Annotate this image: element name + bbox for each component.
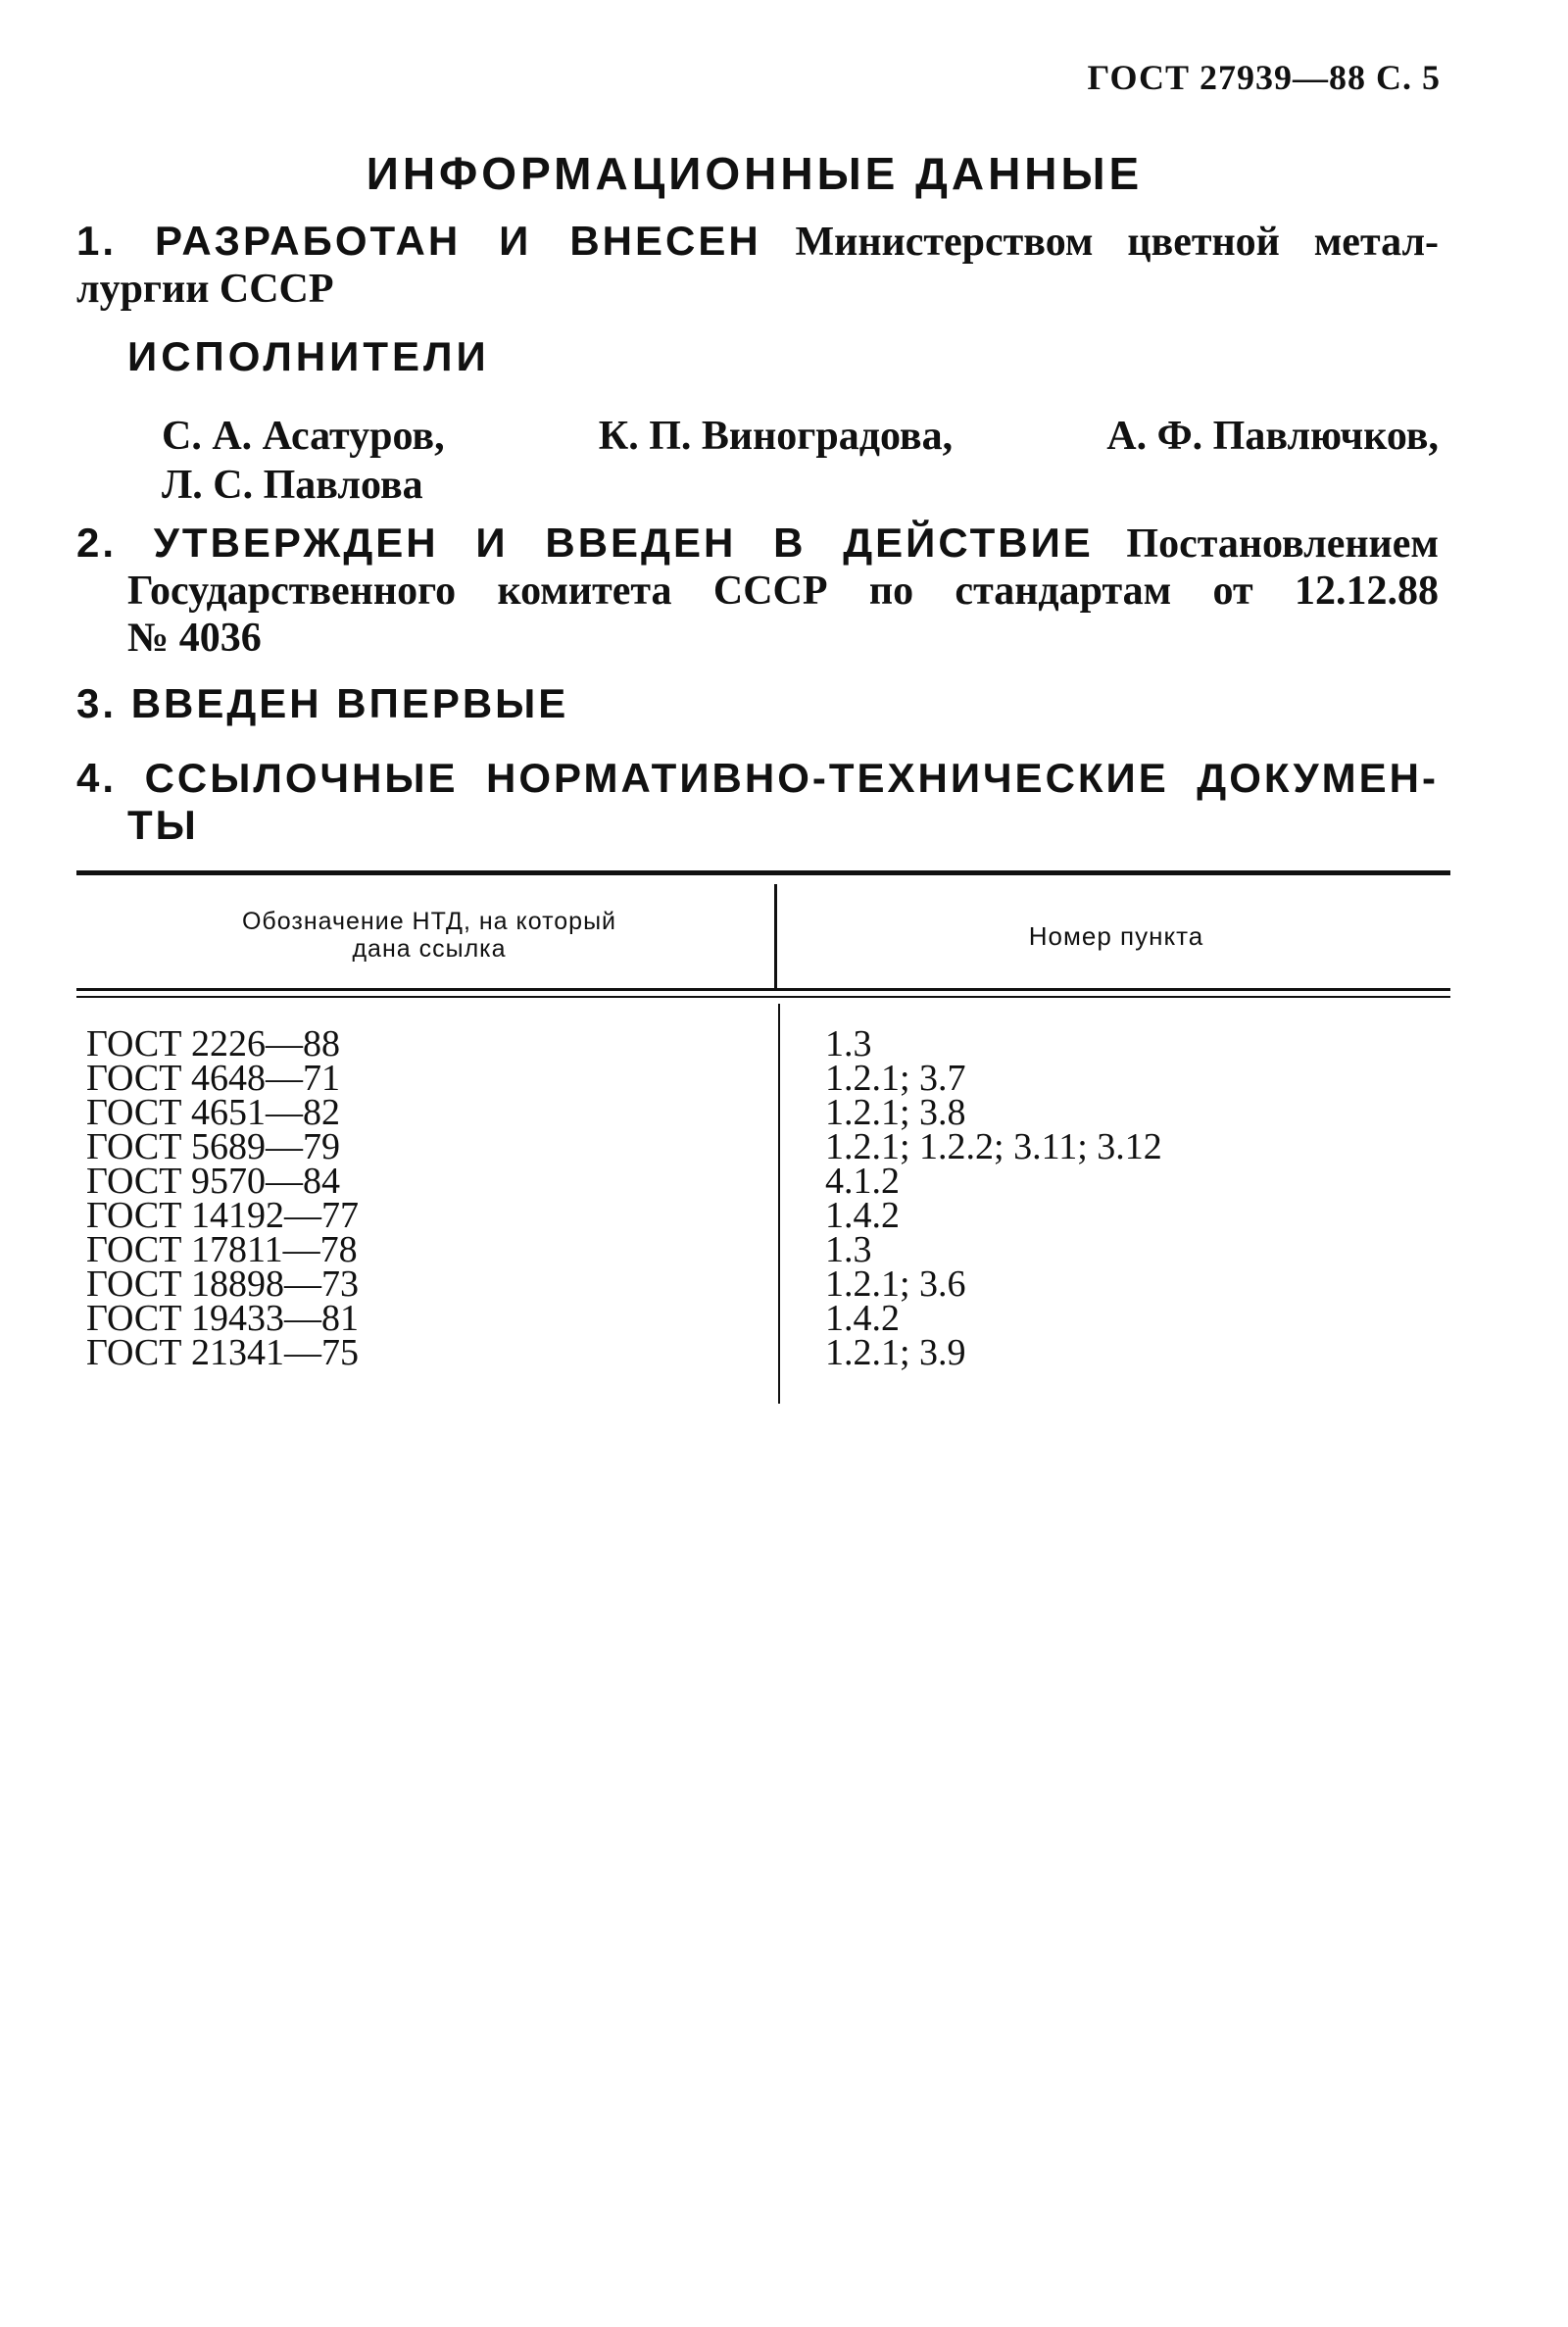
table-body-divider [778, 1004, 780, 1404]
table-header-document-line2: дана ссылка [352, 935, 507, 963]
table-column-clauses [825, 1023, 1162, 1373]
section-approved [76, 520, 1439, 662]
reference-table [76, 870, 1450, 1419]
page-reference: ГОСТ 27939—88 С. 5 [1087, 58, 1441, 97]
section-developed-by [76, 218, 1439, 313]
table-header-clause: Номер пункта [1028, 921, 1204, 951]
section-1-label: 1. РАЗРАБОТАН И ВНЕСЕН [76, 218, 761, 264]
executor-name: С. А. Асатуров, [162, 414, 445, 459]
table-row-clauses: 1.4.2 [825, 1195, 900, 1236]
table-header-document-line1: Обозначение НТД, на который [241, 908, 617, 935]
section-2-text-line3: № 4036 [127, 616, 262, 661]
table-header-rule [76, 988, 1450, 991]
table-row-doc: ГОСТ 17811—78 [86, 1229, 358, 1270]
table-row-doc: ГОСТ 4648—71 [86, 1058, 340, 1099]
executor-name: Л. С. Павлова [162, 463, 423, 508]
table-row-clauses: 1.2.1; 1.2.2; 3.11; 3.12 [825, 1126, 1162, 1167]
table-header-rule-double [76, 996, 1450, 998]
table-row-clauses: 1.3 [825, 1229, 872, 1270]
table-row-clauses: 1.2.1; 3.8 [825, 1092, 966, 1133]
table-header-document [135, 908, 723, 963]
table-row-clauses: 1.2.1; 3.7 [825, 1058, 966, 1099]
section-1-text-line1: Министерством цветной метал- [795, 220, 1440, 265]
table-row-clauses: 1.3 [825, 1023, 872, 1064]
section-4-label-line1: 4. ССЫЛОЧНЫЕ НОРМАТИВНО-ТЕХНИЧЕСКИЕ ДОКУМЕН- [76, 755, 1439, 801]
table-row-doc: ГОСТ 2226—88 [86, 1023, 340, 1064]
table-row-doc: ГОСТ 14192—77 [86, 1195, 359, 1236]
section-first-introduced [76, 680, 1439, 728]
table-row-doc: ГОСТ 5689—79 [86, 1126, 340, 1167]
section-3-label: 3. ВВЕДЕН ВПЕРВЫЕ [76, 680, 569, 726]
table-row-clauses: 1.4.2 [825, 1298, 900, 1339]
table-row-doc: ГОСТ 9570—84 [86, 1161, 340, 1202]
executors-heading: ИСПОЛНИТЕЛИ [127, 333, 490, 379]
table-row-doc: ГОСТ 18898—73 [86, 1263, 359, 1305]
executor-name: К. П. Виноградова, [598, 414, 954, 459]
table-row-clauses: 1.2.1; 3.6 [825, 1263, 966, 1305]
executor-name: А. Ф. Павлючков, [1106, 414, 1439, 459]
document-title: ИНФОРМАЦИОННЫЕ ДАННЫЕ [366, 148, 1144, 199]
executors-list [162, 412, 1439, 510]
table-row-doc: ГОСТ 4651—82 [86, 1092, 340, 1133]
section-2-label: 2. УТВЕРЖДЕН И ВВЕДЕН В ДЕЙСТВИЕ [76, 520, 1094, 566]
table-row-doc: ГОСТ 19433—81 [86, 1298, 359, 1339]
table-row-doc: ГОСТ 21341—75 [86, 1332, 359, 1373]
section-1-text-line2: лургии СССР [76, 267, 334, 312]
section-2-text-line1-end: Постановлением [1126, 521, 1439, 567]
section-2-text-line2: Государственного комитета СССР по стандартам от 12.12.88 [127, 569, 1439, 614]
table-top-rule [76, 870, 1450, 875]
section-reference-docs [76, 755, 1439, 849]
table-row-clauses: 4.1.2 [825, 1161, 900, 1202]
section-4-label-line2: ТЫ [127, 802, 199, 848]
table-row-clauses: 1.2.1; 3.9 [825, 1332, 966, 1373]
table-header-divider [774, 884, 777, 990]
table-column-documents [86, 1023, 359, 1373]
